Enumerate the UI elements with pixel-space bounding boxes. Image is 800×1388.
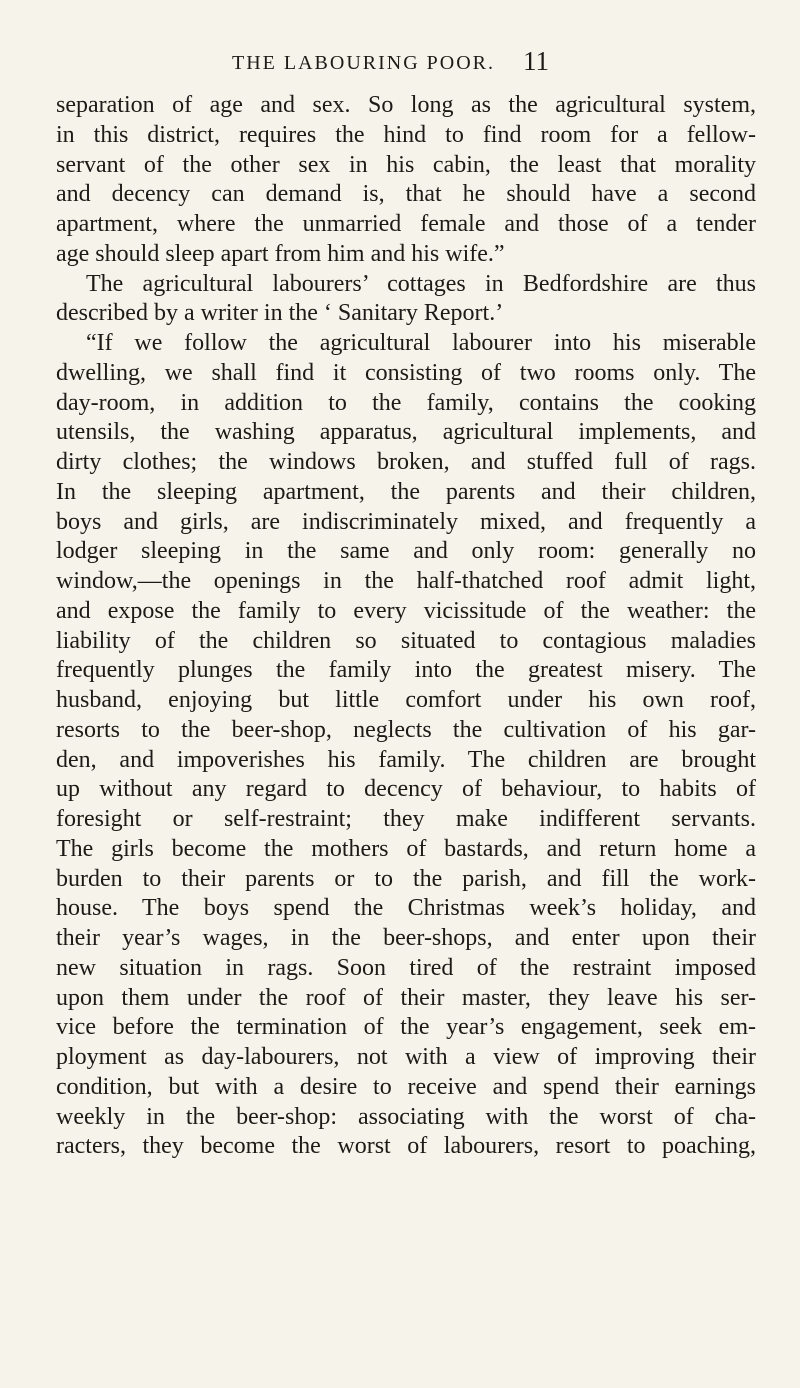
text-line: in this district, requires the hind to find room for a fellow-: [56, 121, 756, 148]
text-line: and decency can demand is, that he should have a second: [56, 181, 756, 208]
text-line: window,—the openings in the half-thatched roof admit light,: [56, 568, 756, 594]
text-line: up without any regard to decency of behaviour, to habits of: [56, 776, 756, 803]
text-line: dirty clothes; the windows broken, and stuffed full of rags.: [56, 449, 756, 475]
text-line: upon them under the roof of their master, they leave his ser-: [56, 984, 756, 1011]
text-line: vice before the termination of the year’s engagement, seek em-: [56, 1014, 756, 1041]
text-line: lodger sleeping in the same and only room: generally no: [56, 538, 756, 565]
text-line: frequently plunges the family into the greatest misery. The: [56, 657, 756, 684]
running-head: THE LABOURING POOR.: [232, 52, 495, 74]
text-line: boys and girls, are indiscriminately mixed, and frequently a: [56, 508, 756, 535]
body-text: [56, 91, 756, 1162]
text-line: new situation in rags. Soon tired of the restraint imposed: [56, 954, 756, 981]
text-line: separation of age and sex. So long as the agricultural system,: [56, 92, 756, 118]
text-line: liability of the children so situated to contagious maladies: [56, 627, 756, 654]
text-line: servant of the other sex in his cabin, the least that morality: [56, 151, 756, 178]
text-line: racters, they become the worst of labourers, resort to poaching,: [56, 1133, 756, 1160]
text-line: den, and impoverishes his family. The children are brought: [56, 746, 756, 773]
text-line: and expose the family to every vicissitude of the weather: the: [56, 597, 756, 624]
text-line: day-room, in addition to the family, contains the cooking: [56, 389, 756, 416]
text-line: The agricultural labourers’ cottages in Bedfordshire are thus: [86, 270, 756, 297]
text-line: house. The boys spend the Christmas week’s holiday, and: [56, 895, 756, 922]
text-line: “If we follow the agricultural labourer into his miserable: [86, 330, 756, 356]
text-line: ployment as day-labourers, not with a view of improving their: [56, 1044, 756, 1070]
text-line: foresight or self-restraint; they make indifferent servants.: [56, 806, 756, 832]
text-line: weekly in the beer-shop: associating with the worst of cha-: [56, 1103, 756, 1130]
text-line: their year’s wages, in the beer-shops, and enter upon their: [56, 925, 756, 951]
text-line: described by a writer in the ‘ Sanitary Report.’: [56, 300, 504, 327]
page-header: [0, 42, 800, 82]
text-line: burden to their parents or to the parish, and fill the work-: [56, 865, 756, 892]
text-line: age should sleep apart from him and his wife.”: [56, 240, 505, 267]
text-line: husband, enjoying but little comfort under his own roof,: [56, 687, 756, 713]
text-line: condition, but with a desire to receive and spend their earnings: [56, 1073, 756, 1100]
text-line: The girls become the mothers of bastards, and return home a: [56, 835, 756, 862]
text-line: In the sleeping apartment, the parents and their children,: [56, 478, 756, 505]
page-number: 11: [523, 46, 549, 76]
text-line: utensils, the washing apparatus, agricultural implements, and: [56, 419, 756, 446]
text-line: dwelling, we shall find it consisting of two rooms only. The: [56, 359, 756, 386]
text-line: resorts to the beer-shop, neglects the cultivation of his gar-: [56, 716, 756, 743]
text-line: apartment, where the unmarried female and those of a tender: [56, 211, 756, 237]
